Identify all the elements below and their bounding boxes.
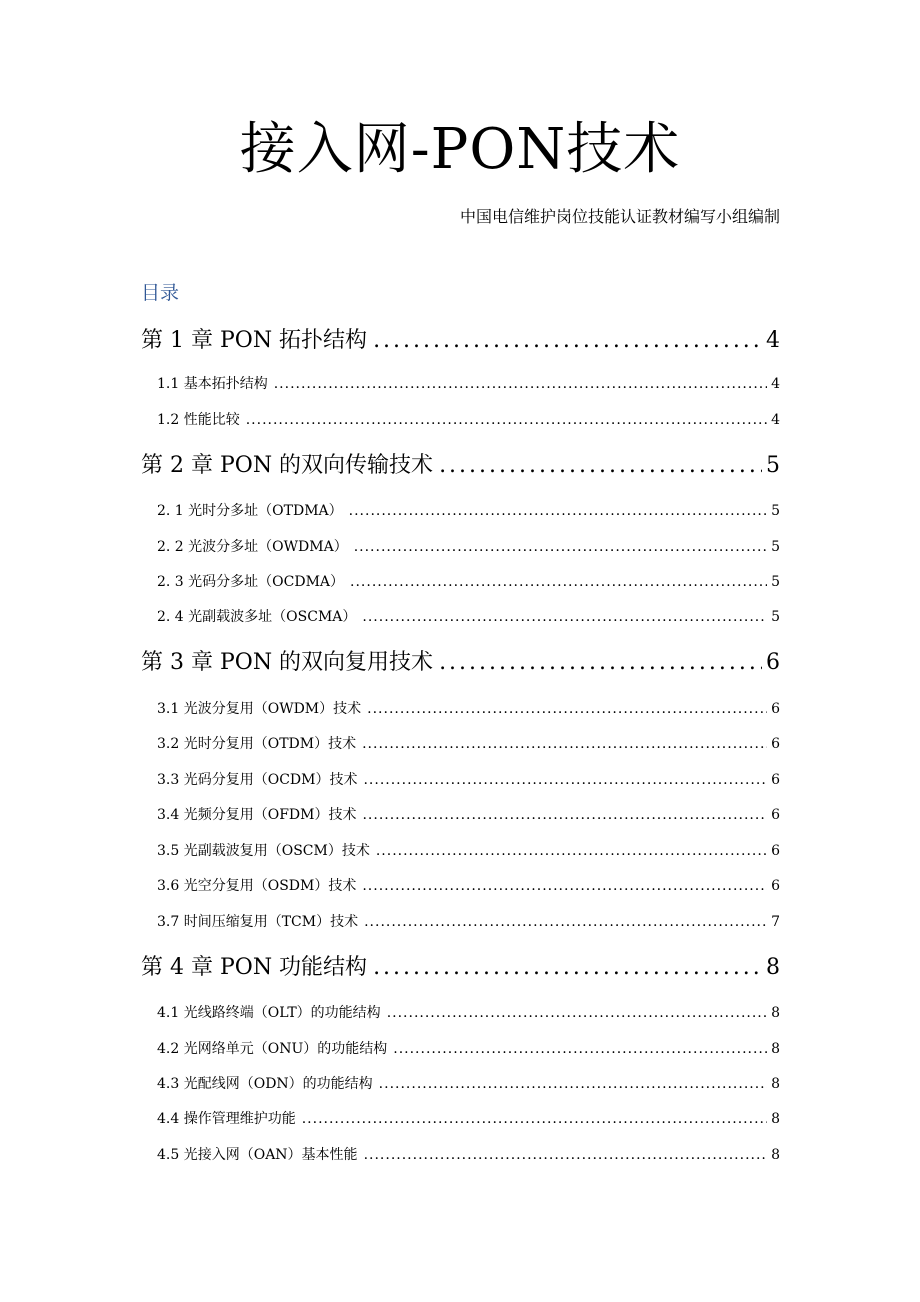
toc-entry-3-1[interactable] — [157, 697, 780, 721]
toc-page-number: 8 — [771, 1076, 780, 1092]
toc-entry-title: 3.1 光波分复用（OWDM）技术 — [157, 701, 362, 717]
toc-dot-leader — [364, 1143, 768, 1167]
toc-page-number: 6 — [771, 772, 780, 788]
toc-page-number: 7 — [771, 914, 780, 930]
toc-dot-leader — [362, 803, 767, 827]
toc-entry-4-4[interactable] — [157, 1107, 780, 1131]
toc-page-number: 5 — [766, 453, 780, 478]
toc-page-number: 5 — [771, 503, 780, 519]
toc-page-number: 6 — [771, 843, 780, 859]
toc-entry-title: 3.5 光副载波复用（OSCM）技术 — [157, 843, 370, 859]
toc-dot-leader — [362, 605, 767, 629]
toc-dot-leader — [362, 732, 767, 756]
toc-entry-title: 3.7 时间压缩复用（TCM）技术 — [157, 914, 359, 930]
toc-entry-3-7[interactable] — [157, 910, 780, 934]
toc-dot-leader — [274, 372, 767, 396]
toc-dot-leader — [387, 1001, 767, 1025]
toc-entry-2-2[interactable] — [157, 535, 780, 559]
toc-entry-title: 3.6 光空分复用（OSDM）技术 — [157, 878, 357, 894]
toc-entry-title: 4.2 光网络单元（ONU）的功能结构 — [157, 1041, 388, 1057]
toc-entry-title: 1.2 性能比较 — [157, 412, 240, 428]
toc-page-number: 8 — [771, 1041, 780, 1057]
toc-dot-leader — [373, 951, 762, 985]
document-subtitle: 中国电信维护岗位技能认证教材编写小组编制 — [459, 207, 780, 226]
toc-entry-title: 4.3 光配线网（ODN）的功能结构 — [157, 1076, 373, 1092]
toc-dot-leader — [364, 910, 767, 934]
toc-page-number: 8 — [771, 1147, 780, 1163]
toc-page-number: 6 — [771, 736, 780, 752]
toc-entry-chapter-4[interactable] — [141, 951, 780, 985]
toc-dot-leader — [363, 768, 767, 792]
toc-entry-title: 1.1 基本拓扑结构 — [157, 376, 268, 392]
toc-entry-4-2[interactable] — [157, 1037, 780, 1061]
toc-entry-2-1[interactable] — [157, 499, 780, 523]
toc-entry-3-4[interactable] — [157, 803, 780, 827]
toc-entry-title: 4.5 光接入网（OAN）基本性能 — [157, 1147, 358, 1163]
toc-entry-title: 2. 1 光时分多址（OTDMA） — [157, 503, 343, 519]
toc-dot-leader — [393, 1037, 767, 1061]
toc-dot-leader — [379, 1072, 767, 1096]
toc-entry-title: 2. 3 光码分多址（OCDMA） — [157, 574, 345, 590]
toc-dot-leader — [373, 324, 762, 358]
toc-entry-chapter-2[interactable] — [141, 449, 780, 483]
toc-entry-title: 第 1 章 PON 拓扑结构 — [141, 328, 368, 353]
toc-entry-3-6[interactable] — [157, 874, 780, 898]
toc-entry-4-3[interactable] — [157, 1072, 780, 1096]
toc-entry-chapter-1[interactable] — [141, 324, 780, 358]
toc-entry-title: 4.1 光线路终端（OLT）的功能结构 — [157, 1005, 381, 1021]
toc-page-number: 4 — [771, 412, 780, 428]
toc-dot-leader — [349, 499, 767, 523]
toc-entry-title: 2. 4 光副载波多址（OSCMA） — [157, 609, 357, 625]
toc-entry-title: 第 4 章 PON 功能结构 — [141, 955, 368, 980]
toc-dot-leader — [350, 570, 767, 594]
toc-entry-2-3[interactable] — [157, 570, 780, 594]
toc-page-number: 6 — [771, 807, 780, 823]
toc-page-number: 6 — [766, 650, 780, 675]
toc-entry-title: 3.2 光时分复用（OTDM）技术 — [157, 736, 357, 752]
toc-entry-4-5[interactable] — [157, 1143, 780, 1167]
document-title: 接入网-PON技术 — [239, 117, 681, 182]
toc-entry-4-1[interactable] — [157, 1001, 780, 1025]
toc-page-number: 6 — [771, 878, 780, 894]
toc-dot-leader — [367, 697, 767, 721]
toc-dot-leader — [246, 408, 767, 432]
toc-page-number: 5 — [771, 609, 780, 625]
toc-dot-leader — [362, 874, 767, 898]
toc-page-number: 8 — [771, 1005, 780, 1021]
toc-page-number: 8 — [771, 1111, 780, 1127]
toc-page-number: 5 — [771, 539, 780, 555]
toc-entry-chapter-3[interactable] — [141, 646, 780, 680]
toc-dot-leader — [302, 1107, 767, 1131]
toc-entry-1-2[interactable] — [157, 408, 780, 432]
toc-entry-title: 第 3 章 PON 的双向复用技术 — [141, 650, 434, 675]
toc-entry-3-5[interactable] — [157, 839, 780, 863]
toc-heading: 目录 — [141, 282, 180, 304]
toc-entry-title: 2. 2 光波分多址（OWDMA） — [157, 539, 348, 555]
toc-page-number: 6 — [771, 701, 780, 717]
toc-entry-3-2[interactable] — [157, 732, 780, 756]
toc-entry-3-3[interactable] — [157, 768, 780, 792]
toc-dot-leader — [354, 535, 767, 559]
toc-entry-title: 3.4 光频分复用（OFDM）技术 — [157, 807, 357, 823]
toc-dot-leader — [376, 839, 767, 863]
toc-page-number: 4 — [771, 376, 780, 392]
toc-entry-1-1[interactable] — [157, 372, 780, 396]
toc-dot-leader — [439, 449, 762, 483]
toc-page-number: 4 — [766, 328, 780, 353]
toc-page-number: 8 — [766, 955, 780, 980]
toc-entry-title: 3.3 光码分复用（OCDM）技术 — [157, 772, 358, 788]
toc-entry-2-4[interactable] — [157, 605, 780, 629]
toc-page-number: 5 — [771, 574, 780, 590]
toc-entry-title: 4.4 操作管理维护功能 — [157, 1111, 296, 1127]
toc-dot-leader — [439, 646, 762, 680]
toc-entry-title: 第 2 章 PON 的双向传输技术 — [141, 453, 434, 478]
